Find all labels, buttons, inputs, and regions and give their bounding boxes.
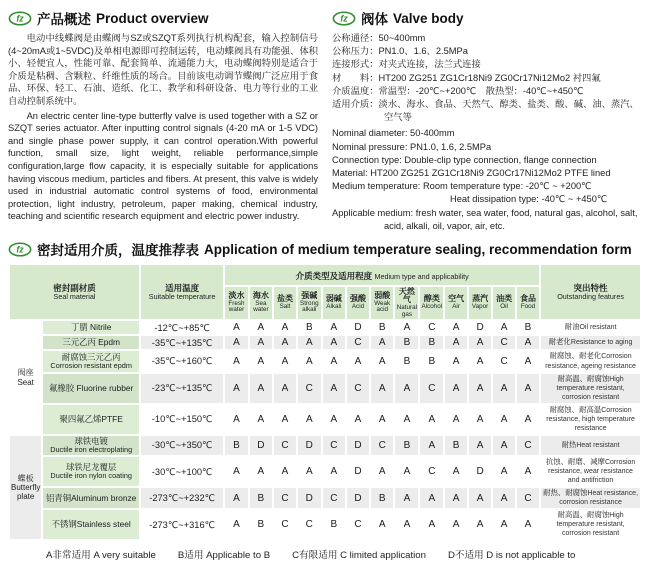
grade-cell: D — [298, 436, 321, 455]
spec-line-zh: 材 料：HT200 ZG251 ZG1Cr18Ni9 ZG0Cr17Ni12Mo2 衬四氟 — [332, 72, 601, 83]
grade-cell: A — [420, 436, 443, 455]
material-cell — [43, 336, 139, 349]
temperature-cell: -35℃~+135℃ — [141, 336, 223, 349]
grade-cell: B — [250, 510, 272, 539]
medium-column-zh: 醇类 — [423, 294, 440, 304]
feature-zh: 耐老化 — [548, 337, 571, 347]
table-row — [10, 436, 640, 455]
grade-cell: A — [445, 510, 467, 539]
feature-en: Heat resistant — [576, 441, 620, 449]
grade-cell: A — [395, 457, 418, 486]
svg-text:fz: fz — [16, 244, 24, 255]
overview-paragraph-zh: 电动中线蝶阀是由蝶阀与SZ或SZQT系列执行机构配套，输入控制信号(4~20mA或1~5VDC)及单相电源即可控制运转，电动蝶阀具有功能强、体积小、轻便宜人，性能可靠、配套简单、流通能力大，电动蝶阀特别是适合于介质是粘稠、含颗粒、纤维性质的场合。目前该电动调节蝶阀广泛应用于食品、环保、轻工、石油、造纸、化工、教学和科研设备、电力等行业的工业自动控制系统中。 — [8, 33, 318, 106]
feature-zh: 抗蚀、耐磨、减摩 — [545, 457, 605, 467]
grade-cell: A — [420, 510, 443, 539]
grade-cell: A — [445, 488, 467, 508]
header-medium-group-zh: 介质类型及适用程度 — [295, 271, 375, 282]
medium-column-header — [517, 287, 539, 320]
medium-column-zh: 油类 — [496, 294, 513, 304]
grade-cell: A — [493, 436, 515, 455]
spec-line-en: Nominal diameter: 50-400mm — [332, 128, 455, 139]
brand-logo-icon — [332, 11, 356, 26]
grade-cell: A — [298, 457, 321, 486]
product-overview-title-en: Product overview — [96, 10, 209, 26]
medium-column-en: Food — [520, 303, 536, 311]
grade-cell: A — [225, 351, 247, 371]
medium-column-en: Natural gas — [396, 304, 418, 318]
material-cell — [43, 351, 139, 371]
grade-cell: C — [274, 510, 296, 539]
grade-cell: D — [347, 436, 369, 455]
grade-cell: A — [274, 351, 296, 371]
grade-cell: A — [298, 351, 321, 371]
feature-zh: 耐油 — [564, 322, 580, 332]
grade-cell: B — [395, 351, 418, 371]
group-label — [10, 436, 41, 540]
svg-text:fz: fz — [16, 12, 24, 23]
valve-body-specs-en — [332, 127, 642, 233]
grade-cell: D — [347, 321, 369, 334]
medium-column-header — [274, 287, 296, 320]
grade-cell: A — [395, 405, 418, 434]
table-row — [10, 321, 640, 334]
header-medium-group-en: Medium type and applicability — [374, 272, 469, 282]
medium-column-header — [493, 287, 515, 320]
material-zh: 聚四氟乙烯PTFE — [59, 413, 123, 424]
grade-cell: A — [517, 336, 539, 349]
grade-cell: C — [298, 374, 321, 403]
grade-cell: A — [347, 351, 369, 371]
grade-cell: A — [420, 488, 443, 508]
grade-cell: B — [395, 436, 418, 455]
valve-body-specs-zh — [332, 32, 642, 124]
medium-column-en: Vapor — [471, 303, 489, 311]
grade-cell: A — [517, 457, 539, 486]
medium-column-zh: 蒸汽 — [472, 294, 489, 304]
material-cell — [43, 488, 139, 508]
temperature-cell: -30℃~+350℃ — [141, 436, 223, 455]
svg-text:fz: fz — [340, 12, 348, 23]
material-zh: 不锈钢Stainless steel — [51, 519, 131, 530]
grade-cell: A — [395, 488, 418, 508]
feature-en: Corrosion resistance, wear resistance and antifriction — [548, 459, 636, 485]
table-row — [10, 351, 640, 371]
grade-cell: C — [420, 374, 443, 403]
medium-column-header — [420, 287, 443, 320]
medium-column-zh: 海水 — [252, 291, 269, 301]
grade-cell: A — [395, 510, 418, 539]
medium-column-zh: 天然气 — [398, 286, 415, 305]
grade-cell: A — [469, 351, 491, 371]
grade-cell: A — [371, 405, 393, 434]
feature-zh: 耐腐蚀、耐高温 — [549, 404, 602, 414]
medium-column-en: Strong alkali — [300, 299, 319, 314]
grade-cell: A — [225, 374, 247, 403]
grade-cell: A — [371, 510, 393, 539]
group-label-en: Butterfly plate — [11, 483, 41, 502]
brand-logo-icon — [8, 242, 32, 257]
medium-column-en: Alcohol — [421, 303, 443, 311]
grade-cell: A — [493, 488, 515, 508]
material-cell — [43, 457, 139, 486]
temperature-cell: -23℃~+135℃ — [141, 374, 223, 403]
grade-cell: B — [420, 336, 443, 349]
product-overview-title — [8, 8, 318, 28]
feature-cell — [541, 457, 640, 486]
group-label-zh: 阀座 — [17, 368, 34, 378]
grade-cell: A — [250, 457, 272, 486]
table-header-row — [10, 265, 640, 285]
header-suitable-temp — [141, 265, 223, 319]
valve-body-title — [332, 8, 642, 28]
medium-column-header — [298, 287, 321, 320]
grade-cell: A — [371, 351, 393, 371]
grade-cell: A — [250, 405, 272, 434]
grade-cell: A — [274, 336, 296, 349]
medium-column-header — [469, 287, 491, 320]
temperature-cell: -30℃~+100℃ — [141, 457, 223, 486]
grade-cell: A — [225, 457, 247, 486]
spec-line-en: Heat dissipation type: -40℃ ~ +450℃ — [450, 194, 608, 205]
medium-column-en: Fresh water — [228, 299, 245, 314]
header-features-en: Outstanding features — [557, 291, 624, 301]
grade-cell: A — [250, 351, 272, 371]
temperature-cell: -10℃~+150℃ — [141, 405, 223, 434]
legend-item: A非常适用 A very suitable — [46, 550, 156, 561]
feature-en: Resistance to aging — [570, 339, 633, 347]
medium-column-en: Alkali — [326, 303, 342, 311]
grade-cell: D — [347, 488, 369, 508]
temperature-cell: -35℃~+160℃ — [141, 351, 223, 371]
section-valve-body — [332, 6, 642, 233]
medium-column-en: Oil — [500, 303, 508, 311]
grade-cell: C — [420, 457, 443, 486]
medium-column-en: Weak acid — [374, 299, 391, 314]
brand-logo-icon — [8, 11, 32, 26]
legend-item: D不适用 D is not applicable to — [447, 550, 576, 561]
top-sections — [8, 6, 642, 233]
grade-cell: A — [517, 351, 539, 371]
grade-cell: C — [347, 336, 369, 349]
grade-cell: B — [250, 488, 272, 508]
grade-cell: A — [395, 321, 418, 334]
spec-line-zh: 适用介质：淡水、海水、食品、天然气、醇类、盐类、酸、碱、油、蒸汽、空气等 — [332, 99, 639, 123]
feature-cell — [541, 510, 640, 539]
medium-column-zh: 食品 — [520, 294, 536, 304]
grade-cell: C — [517, 436, 539, 455]
grade-cell: A — [323, 336, 345, 349]
grade-cell: A — [298, 405, 321, 434]
grade-cell: C — [493, 351, 515, 371]
medium-column-en: Sea water — [253, 299, 269, 314]
grade-cell: C — [420, 321, 443, 334]
spec-line-zh: 介质温度：常温型：-20℃~+200℃ 散热型：-40℃~+450℃ — [332, 85, 584, 96]
feature-cell — [541, 436, 640, 455]
feature-zh: 耐腐蚀、耐老化 — [549, 351, 602, 361]
grade-cell: A — [493, 321, 515, 334]
table-row — [10, 457, 640, 486]
feature-en: Heat resistance, corrosion resistance — [559, 490, 639, 507]
section-product-overview — [8, 6, 318, 233]
material-cell — [43, 374, 139, 403]
grade-cell: A — [250, 374, 272, 403]
feature-cell — [541, 488, 640, 508]
grade-cell: A — [347, 405, 369, 434]
grade-cell: B — [371, 488, 393, 508]
grade-cell: A — [493, 405, 515, 434]
grade-cell: B — [445, 436, 467, 455]
grade-cell: A — [323, 457, 345, 486]
grade-cell: B — [395, 336, 418, 349]
header-suitable-temp-zh: 适用温度 — [165, 282, 200, 293]
material-en: Ductile iron electroplating — [50, 445, 133, 455]
medium-column-zh: 强碱 — [301, 291, 318, 301]
grade-cell: A — [250, 321, 272, 334]
grade-cell: A — [493, 510, 515, 539]
legend-item: B适用 Applicable to B — [177, 550, 271, 561]
legend-item: C有限适用 C limited application — [292, 550, 426, 561]
medium-column-zh: 弱碱 — [325, 294, 342, 304]
material-zh: 丁腈 Nitrile — [70, 322, 112, 333]
feature-zh: 耐热 — [561, 439, 577, 449]
grade-cell: B — [420, 351, 443, 371]
grade-cell: A — [225, 510, 247, 539]
valve-body-title-zh: 阀体 — [361, 12, 388, 27]
grade-cell: A — [420, 405, 443, 434]
table-row — [10, 336, 640, 349]
feature-en: Corrosion resistance, ageing resistance — [545, 353, 636, 370]
feature-zh: 耐热、耐腐蚀 — [543, 488, 588, 498]
medium-column-header — [250, 287, 272, 320]
grade-cell: A — [445, 457, 467, 486]
spec-line-en: Medium temperature: Room temperature type: -20℃ ~ +200℃ — [332, 181, 592, 192]
header-features-zh: 突出特性 — [573, 282, 608, 293]
medium-column-zh: 弱酸 — [374, 291, 391, 301]
header-medium-group — [225, 265, 539, 285]
temperature-cell: -273℃~+316℃ — [141, 510, 223, 539]
material-cell — [43, 510, 139, 539]
header-seal-material-en: Seal material — [53, 291, 96, 301]
grade-cell: D — [469, 321, 491, 334]
table-row — [10, 510, 640, 539]
grade-cell: A — [469, 436, 491, 455]
grade-cell: A — [445, 374, 467, 403]
grade-cell: A — [517, 510, 539, 539]
material-zh: 氟橡胶 Fluorine rubber — [49, 382, 134, 393]
grade-legend — [46, 547, 642, 561]
medium-column-en: Air — [452, 303, 460, 311]
medium-column-header — [395, 287, 418, 320]
grade-cell: B — [371, 321, 393, 334]
medium-column-zh: 强酸 — [349, 294, 366, 304]
grade-cell: A — [323, 321, 345, 334]
feature-cell — [541, 351, 640, 371]
medium-column-header — [225, 287, 247, 320]
temperature-cell: -273℃~+232℃ — [141, 488, 223, 508]
grade-cell: B — [298, 321, 321, 334]
spec-line-zh: 公称通径：50~400mm — [332, 33, 426, 43]
grade-cell: D — [347, 457, 369, 486]
grade-cell: A — [445, 351, 467, 371]
material-cell — [43, 321, 139, 334]
table-row — [10, 488, 640, 508]
spec-line-en: Material: HT200 ZG251 ZG1Cr18Ni9 ZG0Cr17Ni12Mo2 PTFE lined — [332, 168, 611, 179]
spec-line-zh: 公称压力：PN1.0、1.6、2.5MPa — [332, 46, 468, 57]
grade-cell: A — [323, 405, 345, 434]
material-cell — [43, 405, 139, 434]
medium-column-header — [445, 287, 467, 320]
grade-cell: A — [493, 457, 515, 486]
medium-column-header — [347, 287, 369, 320]
grade-cell: C — [493, 336, 515, 349]
grade-cell: A — [469, 488, 491, 508]
table-row — [10, 405, 640, 434]
valve-body-title-en: Valve body — [393, 10, 464, 26]
grade-cell: B — [225, 436, 247, 455]
group-label-en: Seat — [17, 377, 34, 387]
material-zh: 球铁电镀 — [74, 435, 108, 446]
medium-column-zh: 淡水 — [228, 291, 245, 301]
feature-zh: 耐高温、耐腐蚀 — [557, 510, 610, 520]
grade-cell: A — [445, 321, 467, 334]
grade-cell: A — [493, 374, 515, 403]
grade-cell: D — [469, 457, 491, 486]
feature-cell — [541, 374, 640, 403]
medium-column-header — [323, 287, 345, 320]
grade-cell: A — [395, 374, 418, 403]
spec-line-en: Applicable medium: fresh water, sea water, food, natural gas, alcohol, salt, acid, alkali, oil, vapor, air, etc. — [332, 207, 638, 231]
grade-cell: C — [298, 510, 321, 539]
grade-cell: A — [274, 321, 296, 334]
feature-zh: 耐高温、耐腐蚀 — [557, 373, 610, 383]
table-row — [10, 374, 640, 403]
feature-cell — [541, 405, 640, 434]
spec-line-en: Connection type: Double-clip type connection, flange connection — [332, 154, 597, 165]
grade-cell: A — [225, 405, 247, 434]
grade-cell: A — [225, 321, 247, 334]
grade-cell: C — [347, 374, 369, 403]
spec-line-zh: 连接形式：对夹式连接，法兰式连接 — [332, 59, 481, 70]
grade-cell: A — [445, 336, 467, 349]
grade-cell: C — [517, 488, 539, 508]
seal-table-title — [8, 239, 642, 259]
material-zh: 耐腐蚀三元乙丙 — [61, 351, 121, 362]
seal-table-title-zh: 密封适用介质，温度推荐表 — [37, 243, 199, 259]
grade-cell: A — [323, 351, 345, 371]
product-overview-title-zh: 产品概述 — [37, 12, 91, 27]
grade-cell: A — [517, 405, 539, 434]
grade-cell: A — [250, 336, 272, 349]
medium-column-header — [371, 287, 393, 320]
temperature-cell: -12℃~+85℃ — [141, 321, 223, 334]
feature-en: Corrosion resistance, high temperature resistance — [546, 406, 635, 432]
grade-cell: D — [250, 436, 272, 455]
spec-line-en: Nominal pressure: PN1.0, 1.6, 2.5MPa — [332, 141, 492, 152]
grade-cell: C — [323, 488, 345, 508]
feature-cell — [541, 321, 640, 334]
material-zh: 铝青铜Aluminum bronze — [46, 492, 137, 503]
grade-cell: A — [469, 374, 491, 403]
grade-cell: C — [371, 436, 393, 455]
medium-column-zh: 空气 — [448, 294, 465, 304]
group-label — [10, 321, 41, 433]
group-label-zh: 蝶板 — [17, 473, 34, 483]
header-seal-material-zh: 密封副材质 — [53, 282, 96, 293]
material-en: Ductile iron nylon coating — [50, 471, 132, 481]
material-zh: 球铁尼龙覆层 — [66, 462, 117, 473]
grade-cell: A — [469, 510, 491, 539]
grade-cell: A — [371, 374, 393, 403]
header-features — [541, 265, 640, 319]
grade-cell: D — [298, 488, 321, 508]
grade-cell: A — [517, 374, 539, 403]
grade-cell: A — [225, 336, 247, 349]
grade-cell: A — [469, 405, 491, 434]
medium-column-en: Acid — [351, 303, 365, 311]
grade-cell: C — [323, 436, 345, 455]
grade-cell: C — [347, 510, 369, 539]
grade-cell: B — [323, 510, 345, 539]
grade-cell: A — [469, 336, 491, 349]
header-suitable-temp-en: Suitable temperature — [148, 291, 216, 301]
material-zh: 三元乙丙 Epdm — [62, 337, 121, 348]
medium-column-en: Salt — [279, 303, 291, 311]
header-seal-material — [10, 265, 139, 319]
grade-cell: A — [298, 336, 321, 349]
grade-cell: A — [371, 336, 393, 349]
grade-cell: A — [274, 457, 296, 486]
grade-cell: C — [274, 488, 296, 508]
grade-cell: B — [517, 321, 539, 334]
overview-paragraph-en: An electric center line-type butterfly valve is used together with a SZ or SZQT series actuator. After inputting control signals (4-20 mA or 1-5 VDC) and single phase power supply, it can control operation.With powerful function, small size, light weight, reliable performance,simple configuration,large flow capacity, it is especially suitable for applications having viscous medium, particles and fibers. At present, this valve is widely used in industrial automatic control systems of food, environmental protection, light industry, petroleum, paper making, chemical industry, teaching and scientific research equipment and electric power industry. — [8, 110, 318, 222]
medium-column-zh: 盐类 — [277, 294, 293, 304]
seal-recommendation-table — [8, 263, 642, 541]
grade-cell: A — [274, 405, 296, 434]
material-cell — [43, 436, 139, 455]
feature-cell — [541, 336, 640, 349]
seal-table-title-en: Application of medium temperature sealing, recommendation form — [204, 241, 632, 257]
grade-cell: A — [371, 457, 393, 486]
grade-cell: C — [274, 436, 296, 455]
grade-cell: A — [274, 374, 296, 403]
feature-en: High temperature resistant, corrosion resistant — [556, 512, 625, 538]
feature-en: Oil resistant — [579, 324, 617, 332]
grade-cell: A — [225, 488, 247, 508]
grade-cell: A — [323, 374, 345, 403]
material-en: Corrosion resistant epdm — [50, 361, 132, 371]
grade-cell: A — [445, 405, 467, 434]
feature-en: High temperature resistant, corrosion resistant — [556, 375, 625, 401]
